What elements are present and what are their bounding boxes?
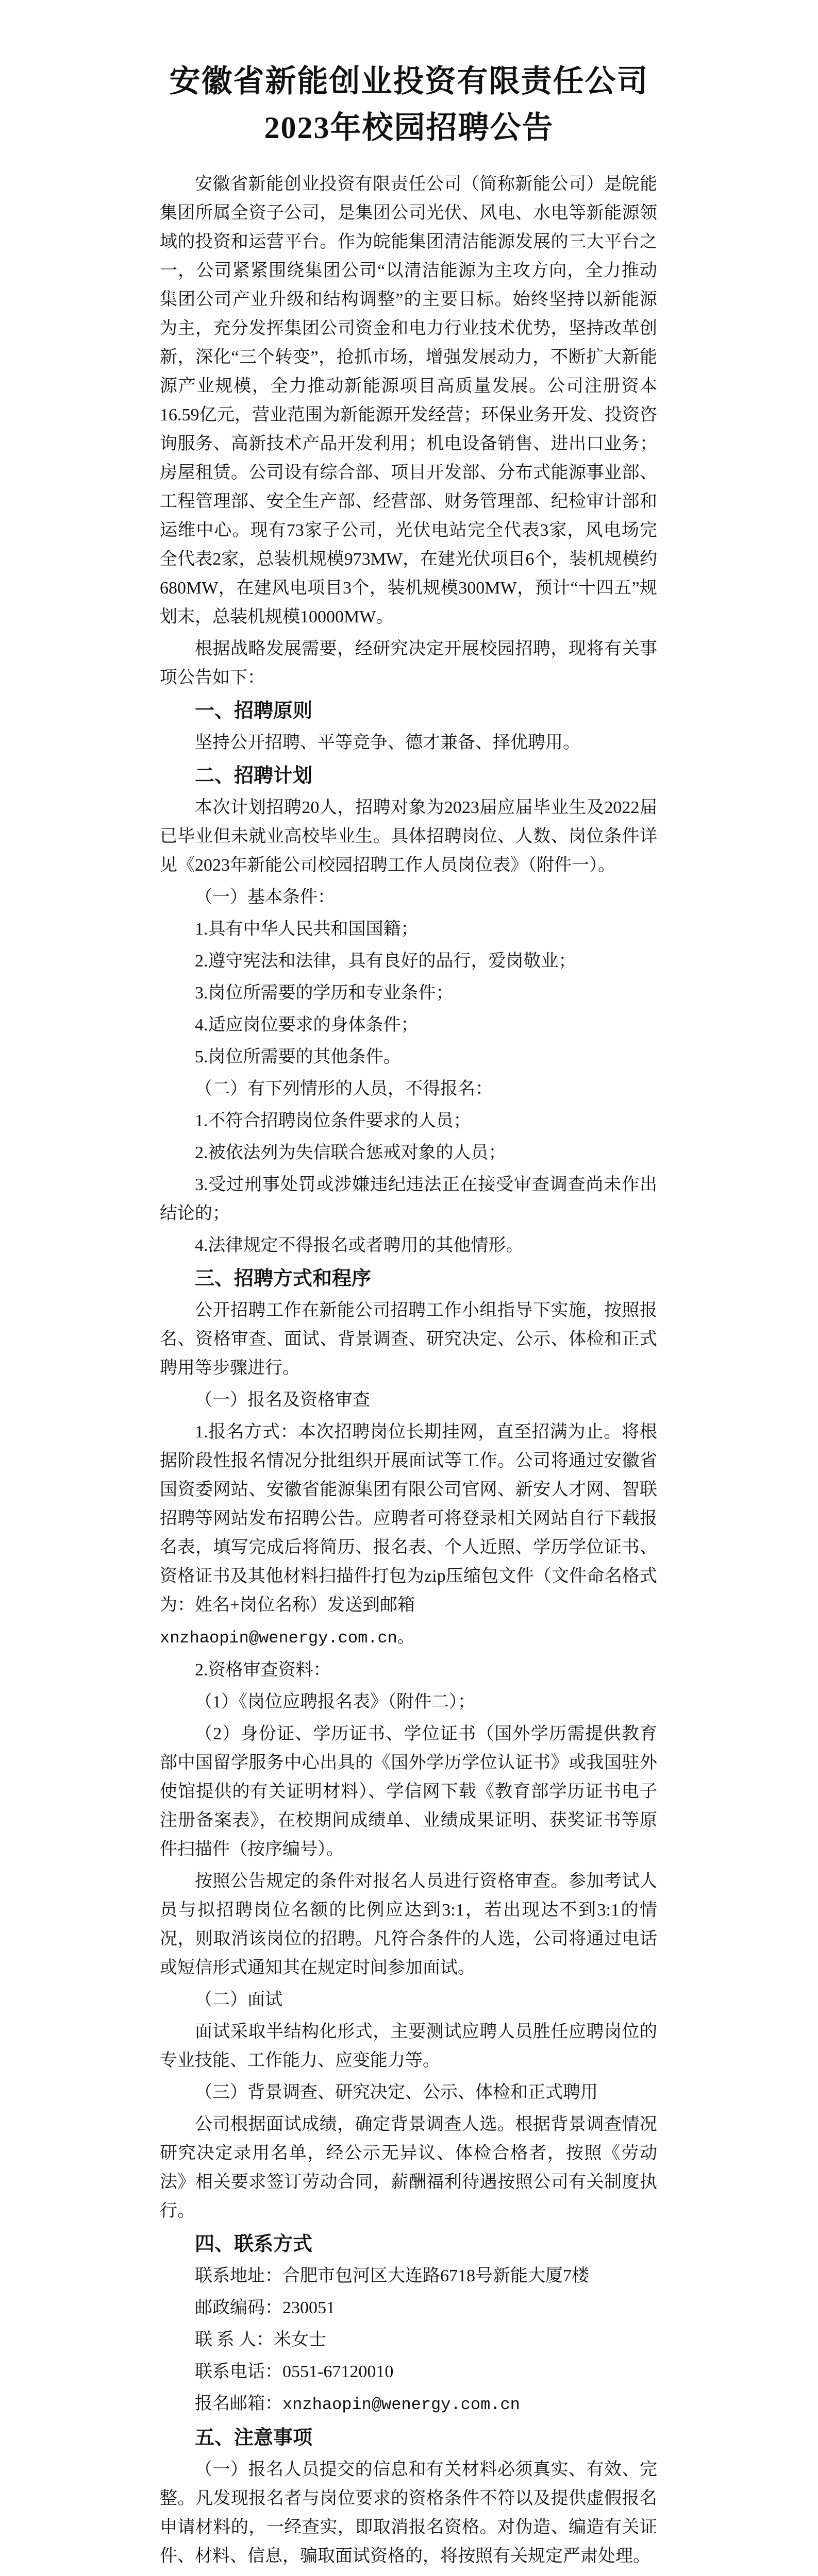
exclusion-item: 4.法律规定不得报名或者聘用的其他情形。 [195, 1236, 524, 1255]
note-item: （一）报名人员提交的信息和有关材料必须真实、有效、完整。凡发现报名者与岗位要求的资格条件不符以及提供虚假报名申请材料的，一经查实，即取消报名资格。对伪造、编造有关证件、材料、信息，骗取面试资格的，将按照有关规定严肃处理。 [160, 2460, 657, 2566]
qualification-review-text: 按照公告规定的条件对报名人员进行资格审查。参加考试人员与拟招聘岗位名额的比例应达到3:1，若出现达不到3:1的情况，则取消该岗位的招聘。凡符合条件的人选，公司将通过电话或短信形式通知其在规定时间参加面试。 [160, 1872, 657, 1977]
interview-heading: （二）面试 [195, 1990, 282, 2009]
registration-email[interactable]: xnzhaopin@wenergy.com.cn。 [160, 1629, 414, 1648]
contact-address: 联系地址：合肥市包河区大连路6718号新能大厦7楼 [195, 2266, 589, 2285]
section-heading-notes: 五、注意事项 [195, 2427, 313, 2449]
principles-text: 坚持公开招聘、平等竞争、德才兼备、择优聘用。 [195, 733, 580, 752]
plan-text: 本次计划招聘20人，招聘对象为2023届应届毕业生及2022届已毕业但未就业高校毕业生。具体招聘岗位、人数、岗位条件详见《2023年新能公司校园招聘工作人员岗位表》（附件一）。 [160, 798, 657, 875]
qualification-materials: 2.资格审查资料： [195, 1660, 331, 1680]
basic-condition-item: 1.具有中华人民共和国国籍； [195, 920, 419, 939]
registration-method: 1.报名方式：本次招聘岗位长期挂网，直至招满为止。将根据阶段性报名情况分批组织开展面试等工作。公司将通过安徽省国资委网站、安徽省能源集团有限公司官网、新安人才网、智联招聘等网站发布招聘公告。应聘者可将登录相关网站自行下载报名表，填写完成后将简历、报名表、个人近照、学历学位证书、资格证书及其他材料扫描件打包为zip压缩包文件（文件命名格式为：姓名+岗位名称）发送到邮箱 [160, 1422, 657, 1615]
basic-condition-item: 5.岗位所需要的其他条件。 [195, 1047, 401, 1066]
qualification-material-item: （2）身份证、学历证书、学位证书（国外学历需提供教育部中国留学服务中心出具的《国外学历学位认证书》或我国驻外使馆提供的有关证明材料）、学信网下载《教育部学历证书电子注册备案表》，在校期间成绩单、业绩成果证明、获奖证书等原件扫描件（按序编号）。 [160, 1724, 657, 1859]
intro-paragraph: 根据战略发展需要，经研究决定开展校园招聘，现将有关事项公告如下： [160, 639, 657, 687]
hiring-heading: （三）背景调查、研究决定、公示、体检和正式聘用 [195, 2083, 598, 2102]
contact-phone: 联系电话：0551-67120010 [195, 2362, 394, 2381]
contact-email-line [160, 2389, 657, 2419]
contact-person: 联 系 人：米女士 [195, 2330, 326, 2349]
hiring-text: 公司根据面试成绩，确定背景调查人选。根据背景调查情况研究决定录用名单，经公示无异议、体检合格者，按照《劳动法》相关要求签订劳动合同，薪酬福利待遇按照公司有关制度执行。 [160, 2115, 657, 2221]
contact-email-label: 报名邮箱： [195, 2394, 282, 2413]
exclusion-item: 1.不符合招聘岗位条件要求的人员； [195, 1111, 471, 1130]
exclusions-heading: （二）有下列情形的人员，不得报名： [195, 1079, 493, 1098]
basic-condition-item: 3.岗位所需要的学历和专业条件； [195, 984, 454, 1003]
exclusion-item: 3.受过刑事处罚或涉嫌违纪违法正在接受审查调查尚未作出结论的； [160, 1175, 657, 1223]
intro-paragraph: 安徽省新能创业投资有限责任公司（简称新能公司）是皖能集团所属全资子公司，是集团公司光伏、风电、水电等新能源领域的投资和运营平台。作为皖能集团清洁能源发展的三大平台之一，公司紧紧围绕集团公司“以清洁能源为主攻方向，全力推动集团公司产业升级和结构调整”的主要目标。始终坚持以新能源为主，充分发挥集团公司资金和电力行业技术优势，坚持改革创新，深化“三个转变”，抢抓市场，增强发展动力，不断扩大新能源产业规模，全力推动新能源项目高质量发展。公司注册资本16.59亿元，营业范围为新能源开发经营；环保业务开发、投资咨询服务、高新技术产品开发利用；机电设备销售、进出口业务；房屋租赁。公司设有综合部、项目开发部、分布式能源事业部、工程管理部、安全生产部、经营部、财务管理部、纪检审计部和运维中心。现有73家子公司，光伏电站完全代表3家，风电场完全代表2家，总装机规模973MW，在建光伏项目6个，装机规模约680MW，在建风电项目3个，装机规模300MW，预计“十四五”规划末，总装机规模10000MW。 [160, 175, 657, 626]
basic-conditions-heading: （一）基本条件： [195, 888, 335, 907]
note-item [160, 2574, 657, 2576]
section-heading-principles: 一、招聘原则 [195, 700, 313, 722]
interview-text: 面试采取半结构化形式，主要测试应聘人员胜任应聘岗位的专业技能、工作能力、应变能力等。 [160, 2022, 657, 2070]
qualification-material-item: （1）《岗位应聘报名表》（附件二）； [195, 1692, 475, 1711]
registration-heading: （一）报名及资格审查 [195, 1391, 370, 1410]
basic-condition-item: 4.适应岗位要求的身体条件； [195, 1015, 419, 1035]
contact-zip: 邮政编码：230051 [195, 2298, 335, 2317]
procedure-text: 公开招聘工作在新能公司招聘工作小组指导下实施，按照报名、资格审查、面试、背景调查、研究决定、公示、体检和正式聘用等步骤进行。 [160, 1301, 657, 1378]
document-body [160, 170, 657, 2576]
section-heading-contact: 四、联系方式 [195, 2233, 313, 2255]
document-title-notice: 2023年校园招聘公告 [264, 111, 554, 145]
contact-email[interactable]: xnzhaopin@wenergy.com.cn [282, 2395, 520, 2414]
section-heading-plan: 二、招聘计划 [195, 765, 313, 787]
section-heading-procedure: 三、招聘方式和程序 [195, 1268, 372, 1290]
document-title-company: 安徽省新能创业投资有限责任公司 [169, 64, 649, 98]
exclusion-item: 2.被依法列为失信联合惩戒对象的人员； [195, 1143, 506, 1162]
basic-condition-item: 2.遵守宪法和法律，具有良好的品行，爱岗敬业； [195, 952, 576, 971]
registration-email-link[interactable] [160, 1623, 657, 1653]
